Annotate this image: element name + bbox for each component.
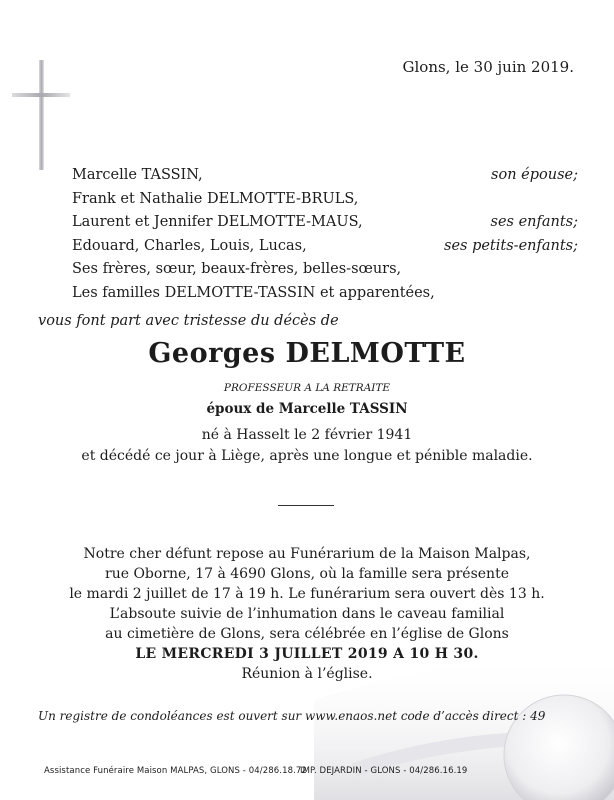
footer-funeral-home: Assistance Funéraire Maison MALPAS, GLONS - 04/286.18.72 <box>44 766 307 776</box>
family-name: Frank et Nathalie DELMOTTE-BRULS, <box>72 190 359 207</box>
family-name: Les familles DELMOTTE-TASSIN et apparentées, <box>72 284 435 301</box>
visitation-line: rue Oborne, 17 à 4690 Glons, où la famille sera présente <box>105 566 509 582</box>
date-line: Glons, le 30 juin 2019. <box>402 58 574 76</box>
ceremony-line: L’absoute suivie de l’inhumation dans le caveau familial <box>109 606 505 622</box>
family-row <box>72 282 578 306</box>
family-row <box>72 188 578 212</box>
ceremony-date: LE MERCREDI 3 JUILLET 2019 A 10 H 30. <box>135 646 479 662</box>
divider <box>278 505 334 506</box>
ceremony-line: au cimetière de Glons, sera célébrée en l’église de Glons <box>105 626 509 642</box>
deceased-title: PROFESSEUR A LA RETRAITE <box>223 382 391 394</box>
visitation-line: Notre cher défunt repose au Funérarium de la Maison Malpas, <box>83 546 531 562</box>
birth-line: né à Hasselt le 2 février 1941 <box>201 427 413 443</box>
spouse-line: époux de Marcelle TASSIN <box>206 401 408 417</box>
family-row <box>72 164 578 188</box>
family-name: Edouard, Charles, Louis, Lucas, <box>72 237 307 254</box>
footer-printer: IMP. DEJARDIN - GLONS - 04/286.16.19 <box>300 766 468 776</box>
cross-icon <box>12 60 72 170</box>
family-row <box>72 211 578 235</box>
family-name: Marcelle TASSIN, <box>72 167 203 183</box>
family-name: Ses frères, sœur, beaux-frères, belles-sœurs, <box>72 261 402 278</box>
death-line: et décédé ce jour à Liège, après une longue et pénible maladie. <box>81 448 533 464</box>
family-role: son épouse; <box>491 167 578 183</box>
visitation-line: le mardi 2 juillet de 17 à 19 h. Le funérarium sera ouvert dès 13 h. <box>69 586 545 602</box>
condolences-note: Un registre de condoléances est ouvert sur www.enaos.net code d’accès direct : 49 <box>38 709 546 723</box>
family-name: Laurent et Jennifer DELMOTTE-MAUS, <box>72 214 363 231</box>
family-row <box>72 258 578 282</box>
family-list <box>72 164 578 306</box>
family-role: ses petits-enfants; <box>444 237 578 254</box>
intro-text: vous font part avec tristesse du décès de <box>38 313 339 329</box>
family-role: ses enfants; <box>490 214 578 231</box>
family-row <box>72 235 578 259</box>
meeting-line: Réunion à l’église. <box>241 666 373 682</box>
deceased-name: Georges DELMOTTE <box>148 338 466 369</box>
